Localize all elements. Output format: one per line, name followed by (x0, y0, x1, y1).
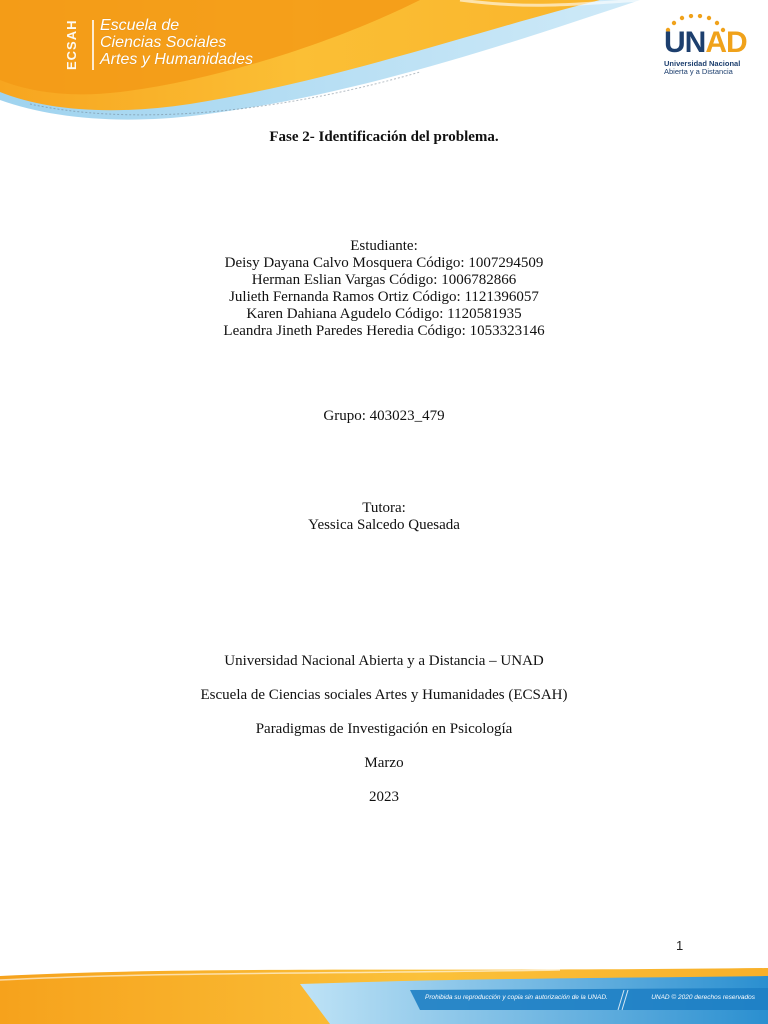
group-label: Grupo: (323, 408, 366, 424)
school-line: Escuela de (100, 17, 180, 34)
year: 2023 (369, 789, 399, 805)
copy-prohibition-text: Prohibida su reproducción y copia sin autorización de la UNAD. (425, 994, 608, 1001)
student-line: Karen Dahiana Agudelo Código: 1120581935 (246, 306, 522, 322)
school-line: Artes y Humanidades (100, 51, 253, 68)
students-section (0, 238, 768, 340)
student-line: Herman Eslian Vargas Código: 1006782866 (251, 272, 517, 288)
group-value: 403023_479 (369, 408, 445, 424)
tutor-name: Yessica Salcedo Quesada (308, 517, 460, 533)
tutor-label: Tutora: (362, 500, 406, 516)
footer-banner (0, 962, 768, 1024)
student-line: Julieth Fernanda Ramos Ortiz Código: 1121396057 (229, 289, 539, 305)
footer-wave-graphic (0, 962, 768, 1024)
logo-wordmark: UNAD (664, 26, 747, 59)
students-label: Estudiante: (350, 238, 418, 254)
logo-subtitle: Universidad Nacional Abierta y a Distancia (664, 59, 741, 76)
school-name: Escuela de Ciencias sociales Artes y Humanidades (ECSAH) (200, 687, 568, 703)
school-line: Ciencias Sociales (100, 34, 227, 51)
page-number: 1 (676, 938, 684, 953)
header-banner (0, 0, 768, 135)
header-divider (92, 20, 94, 70)
copyright-text: UNAD © 2020 derechos reservados (651, 994, 755, 1001)
student-line: Deisy Dayana Calvo Mosquera Código: 1007294509 (224, 255, 544, 271)
ecsah-vertical-label: ECSAH (64, 19, 79, 71)
school-name-lockup (100, 17, 253, 68)
institution-name: Universidad Nacional Abierta y a Distancia – UNAD (224, 653, 544, 669)
document-title: Fase 2- Identificación del problema. (269, 129, 499, 145)
course-name: Paradigmas de Investigación en Psicología (255, 721, 513, 737)
footer-note (425, 994, 755, 1001)
group-line (0, 408, 768, 425)
tutor-section (0, 500, 768, 534)
institution-section (0, 653, 768, 823)
unad-logo (660, 14, 748, 84)
month: Marzo (364, 755, 404, 771)
student-line: Leandra Jineth Paredes Heredia Código: 1053323146 (223, 323, 545, 339)
